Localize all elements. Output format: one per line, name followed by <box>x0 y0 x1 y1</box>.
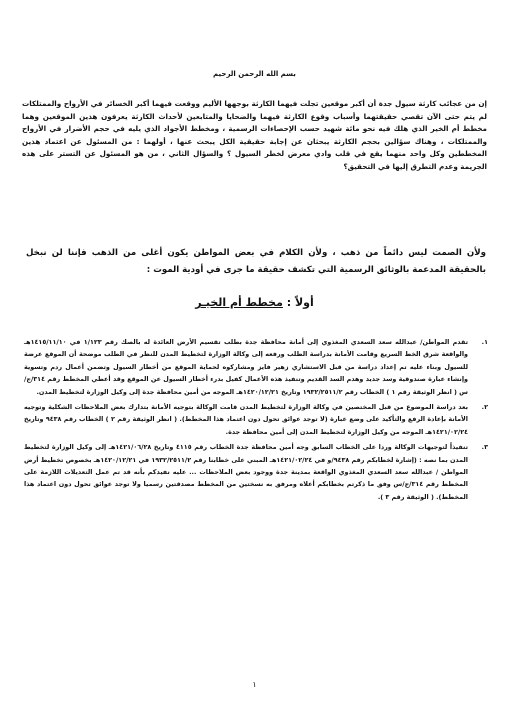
numbered-list <box>24 336 490 506</box>
section-prefix: أولاً : <box>286 296 314 309</box>
item-text: تقدم المواطن/ عبدالله سعد السعدي المغذوي إلى أمانة محافظة جدة بطلب تقسيم الأرض العائدة له بالصك رقم ١/١٢٣ في ١٤١٥/١١/١٠هـ والواقعة شرق الخط السريع وقامت الأمانة بدراسة الطلب ورفعه إلى وكالة الوزارة لتخطيط المدن للنظر في الطلب موضحة أن الموقع عرضة للسيول وبناء عليه تم إعداد دراسة من قبل الاستشاري زهير فايز ومشاركوه لحماية الموقع من أخطار السيول وتضمن أعمال ردم وتسوية وإنشاء عبارة صندوقية وسد جديد وهدم السد القديم وتنفيذ هذه الأعمال كفيل بدرء أخطار السيول عن الموقع وقد أعطي المخطط رقم ٣١٤/ج/س ( انظر الوثيقة رقم ١ ) الخطاب رقم ١٩٣٢/٢٥١١/٢ وتاريخ ١٤٢٠/١٢/٢١هـ الموجه من أمين محافظة جدة إلى وكيل الوزارة لتخطيط المدن. <box>24 338 468 396</box>
list-item <box>24 401 490 438</box>
item-text: بعد دراسة الموضوع من قبل المختصين في وكالة الوزارة لتخطيط المدن قامت الوكالة بتوجيه الأمانة بتدارك بعض الملاحظات الشكلية وتوجيه الأمانة بإعادة الرفع والتأكيد على وضع عبارة (لا توجد عوائق تحول دون اعتماد هذا المخطط). ( انظر الوثيقة رقم ٢ ) الخطاب رقم ٩٤٣٨ وتاريخ ١٤٢١/٠٢/٢٤هـ الموجه من وكيل الوزارة لتخطيط المدن إلى أمين محافظة جدة. <box>24 403 468 436</box>
item-number: ١. <box>481 338 488 346</box>
intro-paragraph: إن من عجائب كارثة سيول جدة أن أكبر موقعين تجلت فيهما الكارثة بوجهها الأليم ووقعت فيهما أكبر الخسائر في الأرواح والممتلكات لم يتم حتى الآن تقصي حقيقتهما وأسباب وقوع الكارثة فيهما والضحايا والمتابعين لأحداث الكارثة يعرفون هذين الموقعين وهما مخطط أم الخير الذي هلك فيه نحو مائة شهيد حسب الإحصاءات الرسمية ، ومخطط الأجواد الذي يليه في حجم الأضرار في الأرواح والممتلكات ، وهناك سؤالين بحجم الكارثة يبحثان عن إجابة حقيقية الكل يبحث عنها ، أولهما : من المسئول عن اعتماد هذين المخططين وكل واحد منهما يقع في قلب وادي معرض لخطر السيول ؟ والسؤال الثاني ، من هو المسئول عن التستر على هذه الجريمة وعدم التطرق إليها في التحقيق؟ <box>22 99 487 171</box>
basmala: بسم الله الرحمن الرحيم <box>213 70 296 78</box>
item-number: ٢. <box>481 403 488 412</box>
item-number: ٣. <box>481 443 488 452</box>
item-text: تنفيذاً لتوجيهات الوكالة وردا على الخطاب السابق وجه أمين محافظة جدة الخطاب رقم ٤١١٥ وتاريخ ١٤٢١/٠٦/٢٨هـ إلى وكيل الوزارة لتخطيط المدن بما نصه : (إشارة لخطابكم رقم ٩٤٣٨/و في ١٤٢١/٠٢/٢٤هـ المبني على خطابنا رقم ١٩٣٢/٢٥١١/٢ في ١٤٢٠/١٢/٢١هـ بخصوص تخطيط أرض المواطن / عبدالله سعد السعدي المغذوي الواقعة بمدينة جدة ووجود بعض الملاحظات ... عليه نفيدكم بأنه قد تم عمل التعديلات اللازمة على المخطط رقم ٣١٤/ج/س وفق ما ذكرتم بخطابكم أعلاه ومرفق به نسختين من المخطط مصدقتين رسميا ولا توجد عوائق تحول دون اعتماد هذا المخطط). ( الوثيقة رقم ٣ ). <box>24 443 468 501</box>
quote-paragraph: ولأن الصمت ليس دائماً من ذهب ، ولأن الكلام في بعض المواطن يكون أغلى من الذهب فإننا لن نبخل بالحقيقة المدعمة بالوثائق الرسمية التي تكشف حقيقة ما جرى في أودية الموت : <box>26 248 486 275</box>
page-number: ١ <box>252 680 257 689</box>
section-heading <box>0 296 509 309</box>
list-item <box>24 441 490 503</box>
section-title: مخطط أم الخيـر <box>195 296 283 309</box>
list-item <box>24 336 490 398</box>
